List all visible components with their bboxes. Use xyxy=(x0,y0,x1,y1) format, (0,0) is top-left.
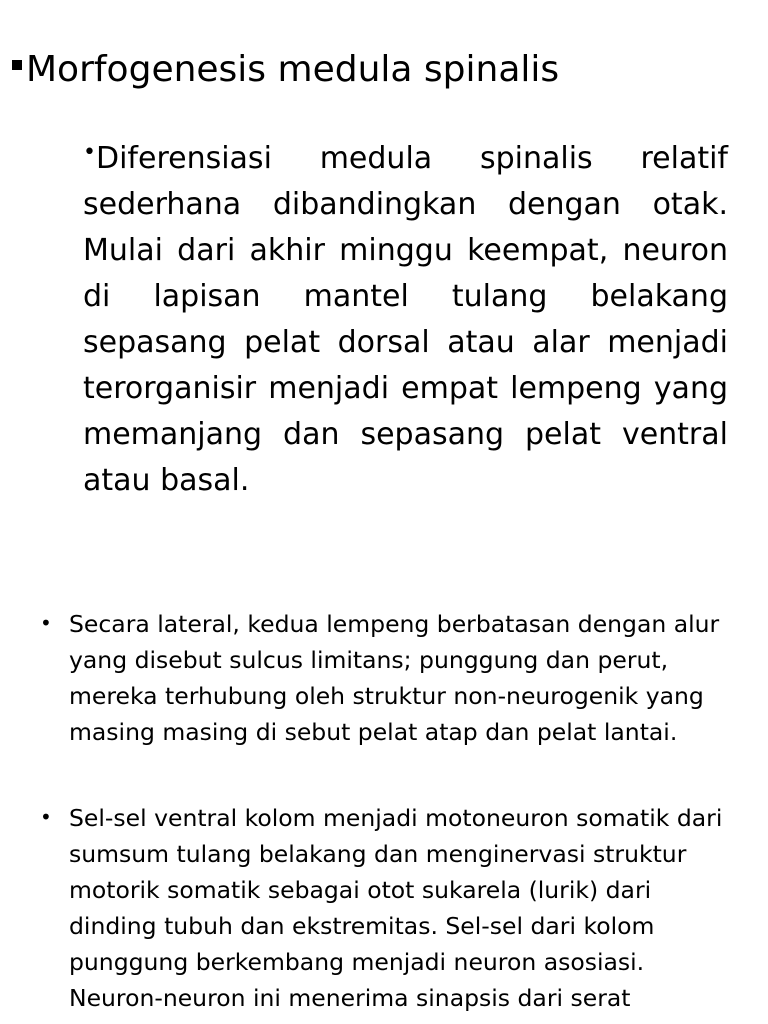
list-bullet-icon: • xyxy=(40,805,52,829)
list-item-text: Sel-sel ventral kolom menjadi motoneuron somatik dari sumsum tulang belakang dan menginervasi struktur motorik somatik sebagai otot sukarela (lurik) dari dinding tubuh dan ekstremitas. Sel-sel dari kolom punggung berkembang menjadi neuron asosiasi. Neuron-neuron ini menerima sinapsis dari serat xyxy=(69,804,723,1012)
main-paragraph-text: Diferensiasi medula spinalis relatif sederhana dibandingkan dengan otak. Mulai dari akhir minggu keempat, neuron di lapisan mantel tulang belakang sepasang pelat dorsal atau alar menjadi terorganisir menjadi empat lempeng yang memanjang dan sepasang pelat ventral atau basal. xyxy=(83,141,728,498)
list-item-text: Secara lateral, kedua lempeng berbatasan dengan alur yang disebut sulcus limitans; punggung dan perut, mereka terhubung oleh struktur non-neurogenik yang masing masing di sebut pelat atap dan pelat lantai. xyxy=(69,610,720,746)
list-item xyxy=(40,606,740,750)
title-row xyxy=(12,46,559,94)
main-paragraph xyxy=(83,136,728,504)
main-paragraph-bullet: • xyxy=(83,140,96,165)
page-title: Morfogenesis medula spinalis xyxy=(26,49,560,90)
list-item xyxy=(40,800,740,1016)
bullet-list xyxy=(40,606,740,1024)
list-bullet-icon: • xyxy=(40,611,52,635)
square-bullet-icon xyxy=(12,60,22,70)
